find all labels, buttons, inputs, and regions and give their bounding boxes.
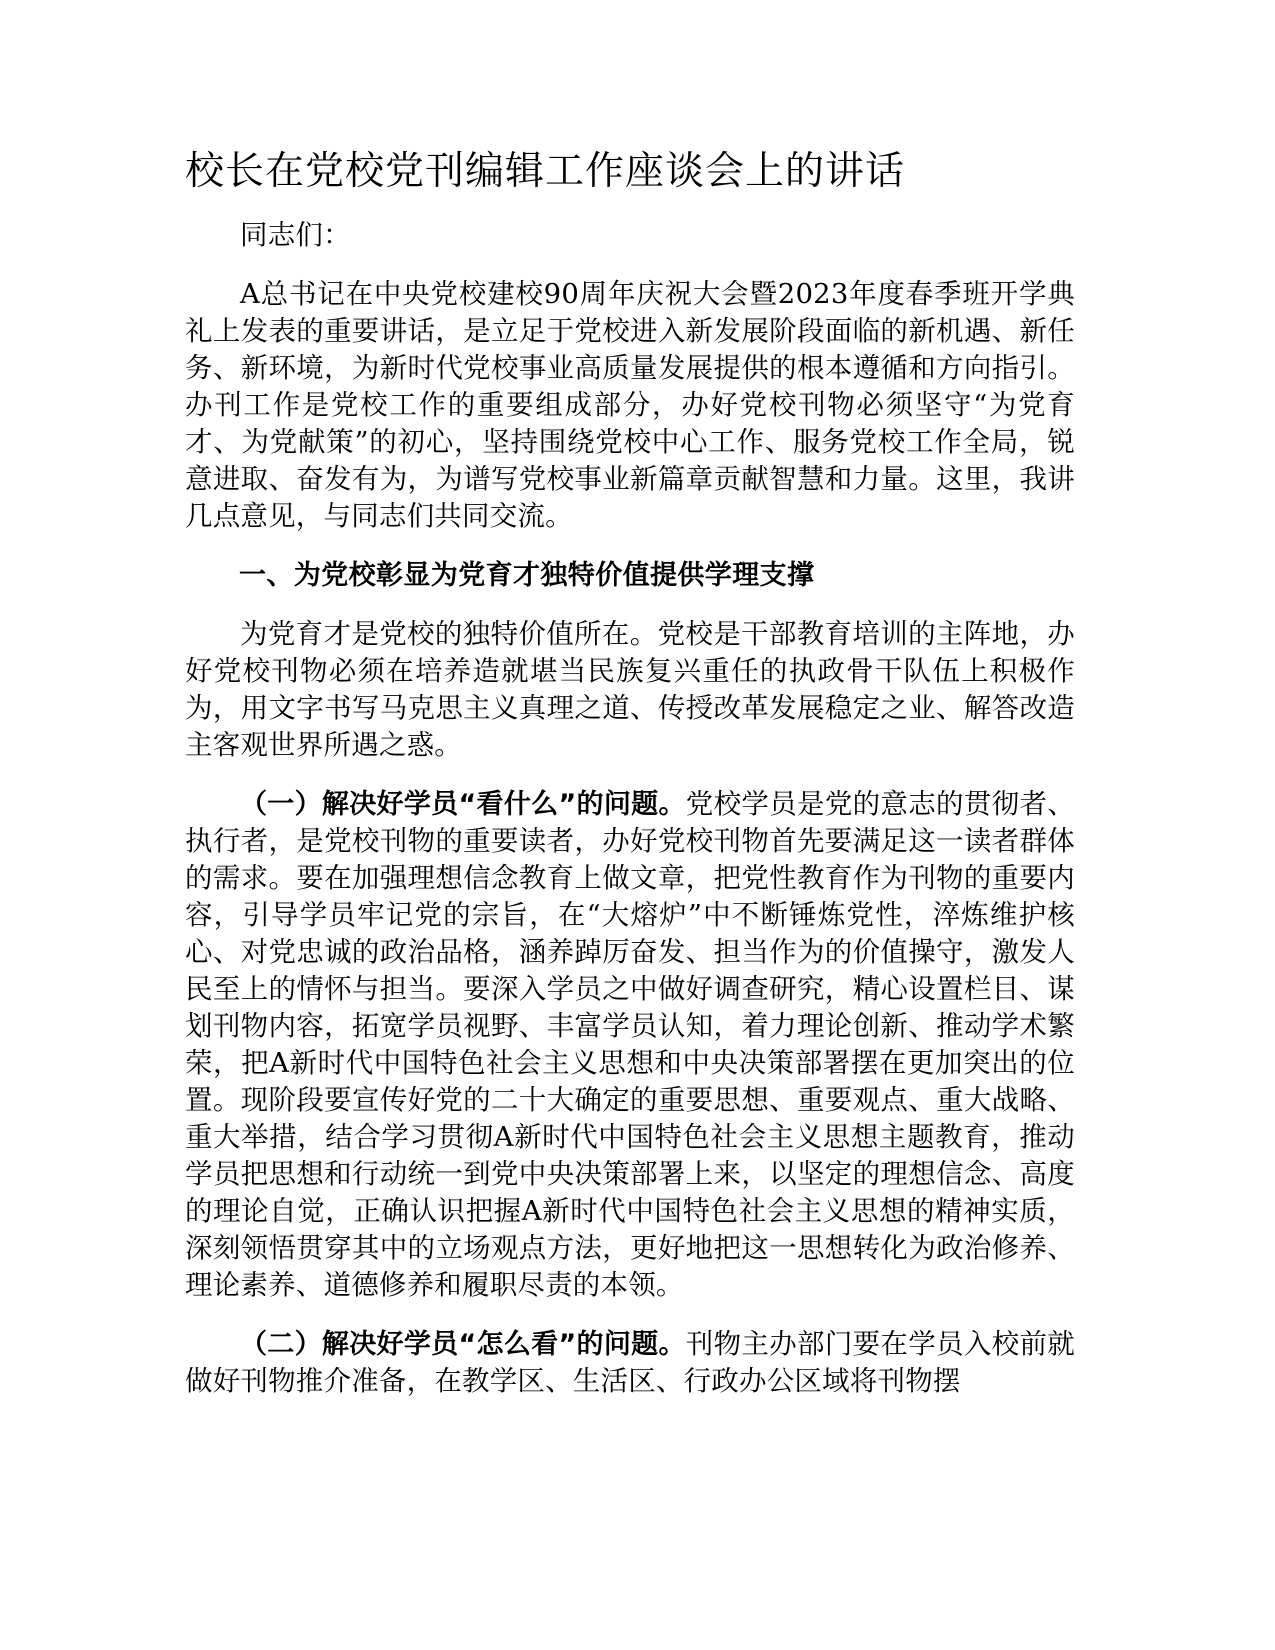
document-page (185, 150, 1075, 1630)
greeting: 同志们： (240, 218, 351, 251)
section-heading-1: 一、为党校彰显为党育才独特价值提供学理支撑 (239, 559, 815, 591)
subsection-2-text: 刊物主办部门要在学员入校前就做好刊物推介准备，在教学区、生活区、行政办公区域将刊物摆 (185, 1327, 1075, 1397)
subsection-1-text: 党校学员是党的意志的贯彻者、执行者，是党校刊物的重要读者，办好党校刊物首先要满足这一读者群体的需求。要在加强理想信念教育上做文章，把党性教育作为刊物的重要内容，引导学员牢记党的宗旨，在“大熔炉”中不断锤炼党性，淬炼维护核心、对党忠诚的政治品格，涵养踔厉奋发、担当作为的价值操守，激发人民至上的情怀与担当。要深入学员之中做好调查研究，精心设置栏目、谋划刊物内容，拓宽学员视野、丰富学员认知，着力理论创新、推动学术繁荣，把A新时代中国特色社会主义思想和中央决策部署摆在更加突出的位置。现阶段要宣传好党的二十大确定的重要思想、重要观点、重大战略、重大举措，结合学习贯彻A新时代中国特色社会主义思想主题教育，推动学员把思想和行动统一到党中央决策部署上来，以坚定的理想信念、高度的理论自觉，正确认识把握A新时代中国特色社会主义思想的精神实质，深刻领悟贯穿其中的立场观点方法，更好地把这一思想转化为政治修养、理论素养、道德修养和履职尽责的本领。 (185, 787, 1075, 1301)
intro-paragraph: A总书记在中央党校建校90周年庆祝大会暨2023年度春季班开学典礼上发表的重要讲话，是立足于党校进入新发展阶段面临的新机遇、新任务、新环境，为新时代党校事业高质量发展提供的根本遵循和方向指引。办刊工作是党校工作的重要组成部分，办好党校刊物必须坚守“为党育才、为党献策”的初心，坚持围绕党校中心工作、服务党校工作全局，锐意进取、奋发有为，为谱写党校事业新篇章贡献智慧和力量。这里，我讲几点意见，与同志们共同交流。 (185, 277, 1075, 532)
subsection-2-lead: （二）解决好学员“怎么看”的问题。 (240, 1328, 686, 1360)
section-1-paragraph: 为党育才是党校的独特价值所在。党校是干部教育培训的主阵地，办好党校刊物必须在培养造就堪当民族复兴重任的执政骨干队伍上积极作为，用文字书写马克思主义真理之道、传授改革发展稳定之业、解答改造主客观世界所遇之惑。 (185, 617, 1075, 761)
document-title: 校长在党校党刊编辑工作座谈会上的讲话 (185, 150, 906, 194)
subsection-2-paragraph (185, 1326, 1075, 1400)
subsection-1-lead: （一）解决好学员“看什么”的问题。 (240, 788, 686, 820)
subsection-1-paragraph (185, 786, 1075, 1304)
